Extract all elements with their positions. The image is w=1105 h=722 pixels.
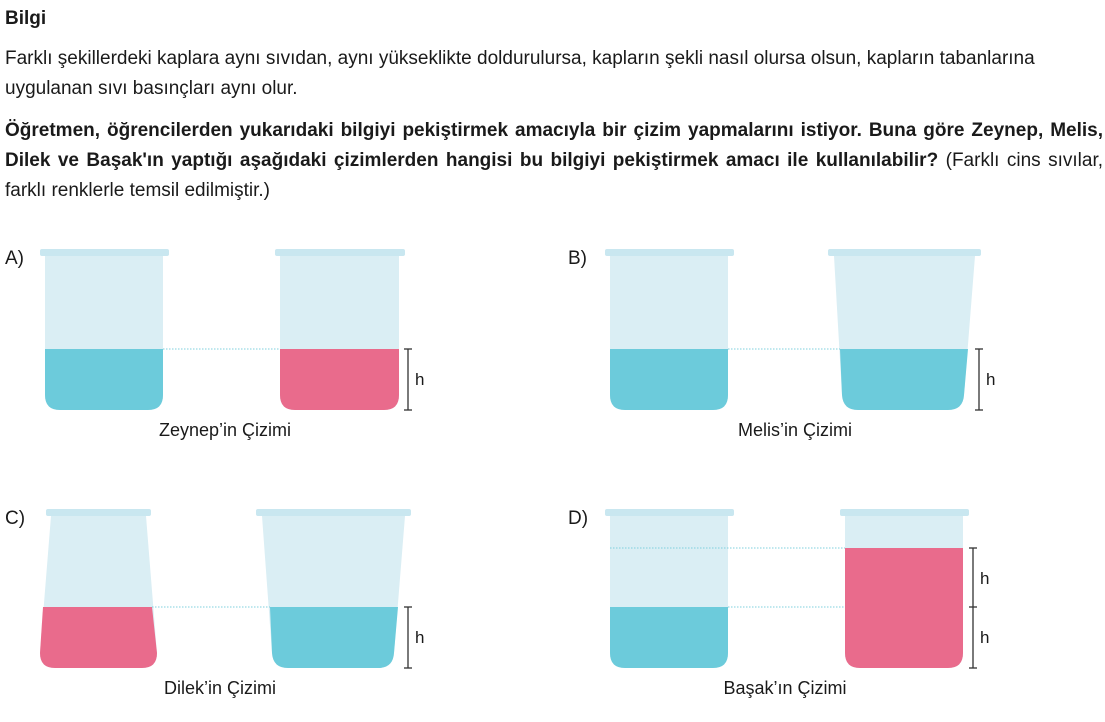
question-note: (Farklı cins sıvılar, farklı renklerle temsil edilmiştir.): [5, 150, 1104, 201]
height-label-a: h: [415, 370, 425, 389]
liquid-c2: [270, 607, 398, 668]
rim-b1: [605, 249, 734, 256]
rim-d1: [605, 509, 734, 516]
rim-a1: [40, 249, 169, 256]
info-text: Farklı şekillerdeki kaplara aynı sıvıdan, aynı yükseklikte doldurulursa, kapların şekli nasıl olursa olsun, kapların tabanlarına uygulanan sıvı basınçları aynı olur.: [5, 48, 1035, 99]
option-b-figure: [605, 249, 995, 410]
option-a-caption: Zeynep’in Çizimi: [158, 420, 292, 440]
option-c-letter: C): [5, 508, 26, 529]
liquid-d2: [845, 548, 963, 668]
height-marker-b: [975, 349, 983, 410]
rim-c1: [46, 509, 151, 516]
liquid-b2: [840, 349, 968, 410]
option-d-letter: D): [568, 508, 589, 529]
option-a-letter: A): [5, 248, 24, 269]
option-a-figure: [40, 249, 424, 410]
height-marker-c: [404, 607, 412, 668]
height-marker-d: [969, 548, 977, 668]
question-bold: Öğretmen, öğrencilerden yukarıdaki bilgiyi pekiştirmek amacıyla bir çizim yapmalarını istiyor. Buna göre Zeynep, Melis, Dilek ve Başak'ın yaptığı aşağıdaki çizimlerden hangisi bu bilgiyi pekiştirmek amacı ile kullanılabilir?: [5, 120, 1103, 171]
liquid-a2: [280, 349, 399, 410]
rim-a2: [275, 249, 405, 256]
option-b-caption: Melis’in Çizimi: [737, 420, 852, 440]
height-marker-a: [404, 349, 412, 410]
height-label-d-upper: h: [980, 569, 990, 588]
height-label-b: h: [986, 370, 996, 389]
heading: Bilgi: [5, 8, 47, 29]
option-c-figure: [40, 509, 424, 668]
height-label-c: h: [415, 628, 425, 647]
option-d-figure: [605, 509, 989, 668]
rim-c2: [256, 509, 411, 516]
liquid-c1: [40, 607, 157, 668]
rim-d2: [840, 509, 969, 516]
liquid-a1: [45, 349, 163, 410]
rim-b2: [828, 249, 981, 256]
liquid-d1: [610, 607, 728, 668]
option-d-caption: Başak’ın Çizimi: [723, 678, 847, 698]
height-label-d-lower: h: [980, 628, 990, 647]
option-b-letter: B): [568, 248, 587, 269]
option-c-caption: Dilek’in Çizimi: [163, 678, 276, 698]
liquid-b1: [610, 349, 728, 410]
